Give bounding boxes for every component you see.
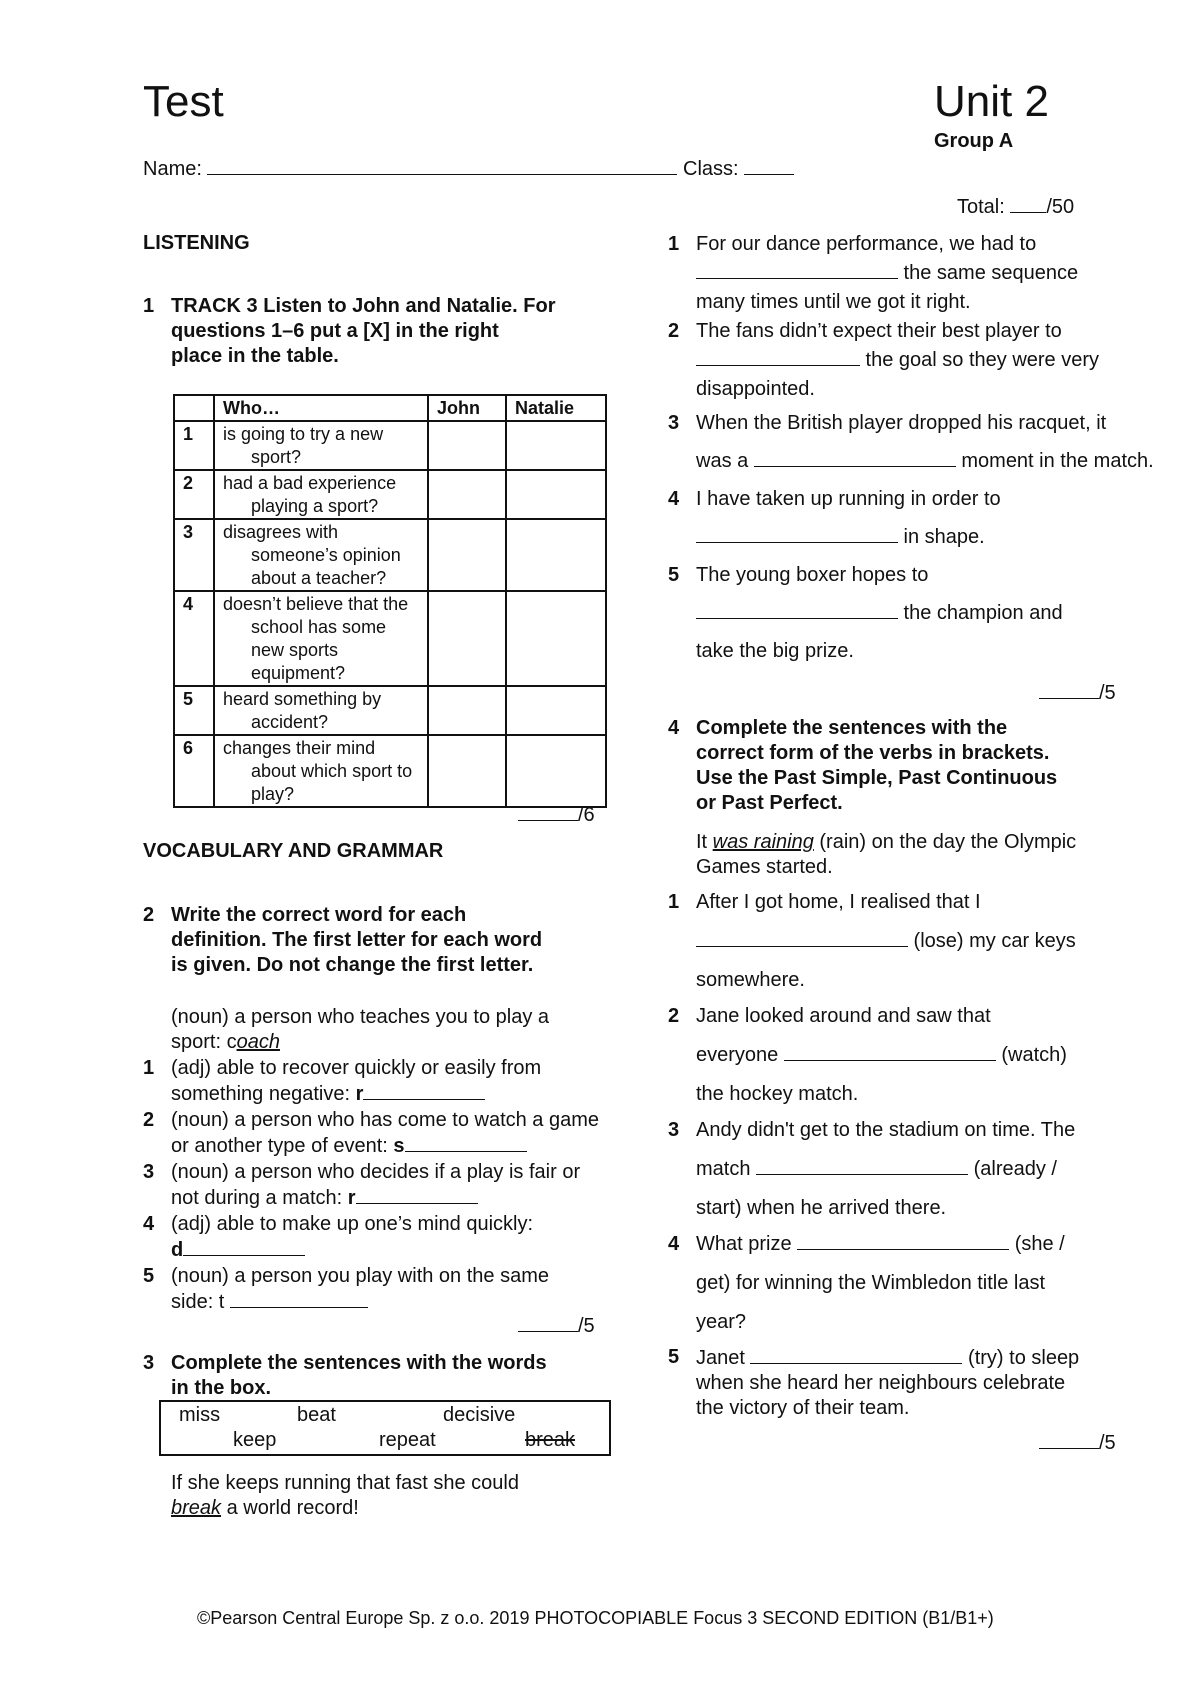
natalie-cell[interactable]	[506, 591, 606, 686]
q2-items	[143, 1056, 663, 1315]
col-john: John	[428, 395, 506, 421]
answer-field[interactable]	[754, 448, 956, 467]
q1-text-c: place in the table.	[171, 345, 339, 367]
john-cell[interactable]	[428, 421, 506, 470]
list-item: 5 The young boxer hopes to the champion and take the big prize.	[668, 564, 1063, 662]
q1-instructions	[143, 294, 633, 369]
natalie-cell[interactable]	[506, 519, 606, 591]
total-row	[957, 194, 1074, 219]
answer-field[interactable]	[696, 600, 898, 619]
john-cell[interactable]	[428, 735, 506, 807]
word-miss: miss	[179, 1404, 221, 1426]
q2-instructions: 2 Write the correct word for each definition. The first letter for each word is given. Do not change the first letter.	[143, 904, 543, 976]
answer-field[interactable]	[696, 260, 898, 279]
answer-field[interactable]	[356, 1185, 478, 1204]
list-item: 3 Andy didn't get to the stadium on time. The match (already / start) when he arrived there.	[668, 1119, 1076, 1219]
q4-score-field[interactable]	[1039, 1430, 1099, 1449]
class-label: Class:	[683, 158, 739, 180]
listening-heading: LISTENING	[143, 232, 250, 254]
q1-number: 1	[143, 295, 155, 317]
john-cell[interactable]	[428, 686, 506, 735]
natalie-cell[interactable]	[506, 686, 606, 735]
word-repeat: repeat	[379, 1429, 436, 1451]
answer-field[interactable]	[756, 1156, 968, 1175]
listening-table	[173, 394, 607, 808]
answer-field[interactable]	[696, 524, 898, 543]
list-item: 5 (noun) a person you play with on the same side: t	[143, 1265, 549, 1313]
total-field[interactable]	[1010, 194, 1046, 213]
john-cell[interactable]	[428, 519, 506, 591]
answer-field[interactable]	[797, 1231, 1009, 1250]
test-title: Test	[143, 77, 224, 126]
list-item: 4 I have taken up running in order to in shape.	[668, 488, 1001, 548]
class-field[interactable]	[744, 156, 794, 175]
q1-text-b: questions 1–6 put a [X] in the right	[171, 320, 499, 342]
vocab-score: /5	[518, 1313, 595, 1338]
q4-items	[668, 883, 1188, 1421]
natalie-cell[interactable]	[506, 735, 606, 807]
name-label: Name:	[143, 158, 202, 180]
q4-example: It was raining (rain) on the day the Olympic Games started.	[696, 831, 1077, 878]
q1-text-a: Listen to John and Natalie. For	[263, 295, 556, 317]
table-row: 5 heard something by accident?	[174, 686, 606, 735]
answer-field[interactable]	[183, 1237, 305, 1256]
q4-score: /5	[1039, 1430, 1116, 1455]
word-break: break	[525, 1429, 576, 1451]
word-box	[159, 1400, 611, 1456]
q2-example-answer: oach	[236, 1031, 280, 1053]
table-row: 6 changes their mind about which sport to play?	[174, 735, 606, 807]
list-item: 5 Janet (try) to sleep when she heard her neighbours celebrate the victory of their team.	[668, 1346, 1080, 1419]
q3-example: If she keeps running that fast she could break a world record!	[171, 1472, 519, 1519]
list-item: 2 Jane looked around and saw that everyone (watch) the hockey match.	[668, 1005, 1067, 1105]
listening-score-field[interactable]	[518, 802, 578, 821]
group-label: Group A	[934, 130, 1014, 152]
vocab-score-field[interactable]	[518, 1313, 578, 1332]
listening-score: /6	[518, 802, 595, 827]
list-item: 3 (noun) a person who decides if a play is fair or not during a match: r	[143, 1161, 581, 1209]
john-cell[interactable]	[428, 591, 506, 686]
answer-field[interactable]	[405, 1133, 527, 1152]
natalie-cell[interactable]	[506, 470, 606, 519]
q3-example-answer: break	[171, 1497, 222, 1519]
table-row: 3 disagrees with someone’s opinion about a teacher?	[174, 519, 606, 591]
col-who: Who…	[214, 395, 428, 421]
footer	[197, 1608, 994, 1629]
footer-copyright: ©Pearson Central Europe Sp. z o.o. 2019	[197, 1608, 535, 1628]
name-row	[143, 156, 794, 181]
answer-field[interactable]	[750, 1345, 962, 1364]
list-item: 2 (noun) a person who has come to watch a game or another type of event: s	[143, 1109, 600, 1157]
q3-score: /5	[1039, 680, 1116, 705]
answer-field[interactable]	[784, 1042, 996, 1061]
vocab-heading: VOCABULARY AND GRAMMAR	[143, 840, 444, 862]
word-beat: beat	[297, 1404, 336, 1426]
unit-title: Unit 2	[934, 77, 1049, 126]
list-item: 1 (adj) able to recover quickly or easily from something negative: r	[143, 1057, 542, 1105]
list-item: 1 For our dance performance, we had to the same sequence many times until we got it right.	[668, 233, 1079, 313]
q1-track: TRACK 3	[171, 295, 258, 317]
total-label: Total:	[957, 196, 1005, 218]
list-item: 1 After I got home, I realised that I (lose) my car keys somewhere.	[668, 891, 1076, 991]
table-header-row	[174, 395, 606, 421]
name-field[interactable]	[207, 156, 677, 175]
natalie-cell[interactable]	[506, 421, 606, 470]
john-cell[interactable]	[428, 470, 506, 519]
total-max: /50	[1046, 196, 1075, 218]
list-item: 3 When the British player dropped his racquet, it was a moment in the match.	[668, 412, 1154, 472]
footer-photocopiable: PHOTOCOPIABLE	[534, 1608, 689, 1628]
footer-edition: Focus 3 SECOND EDITION (B1/B1+)	[688, 1608, 994, 1628]
answer-field[interactable]	[230, 1289, 368, 1308]
answer-field[interactable]	[696, 928, 908, 947]
list-item: 2 The fans didn’t expect their best player to the goal so they were very disappointed.	[668, 320, 1100, 400]
word-decisive: decisive	[443, 1404, 516, 1426]
answer-field[interactable]	[696, 347, 860, 366]
table-row: 4 doesn’t believe that the school has some new sports equipment?	[174, 591, 606, 686]
col-natalie: Natalie	[506, 395, 606, 421]
q3-items	[668, 230, 1188, 670]
q3-instructions: 3 Complete the sentences with the words in the box.	[143, 1352, 547, 1399]
list-item: 4 What prize (she / get) for winning the Wimbledon title last year?	[668, 1233, 1065, 1333]
q3-score-field[interactable]	[1039, 680, 1099, 699]
table-row: 1 is going to try a new sport?	[174, 421, 606, 470]
q4-example-answer: was raining	[712, 831, 814, 853]
table-row: 2 had a bad experience playing a sport?	[174, 470, 606, 519]
q2-example: (noun) a person who teaches you to play a sport: coach	[171, 1006, 550, 1053]
word-keep: keep	[233, 1429, 277, 1451]
answer-field[interactable]	[363, 1081, 485, 1100]
q4-instructions: 4 Complete the sentences with the correct form of the verbs in brackets. Use the Past Simple, Past Continuous or Past Perfect.	[668, 717, 1058, 814]
list-item: 4 (adj) able to make up one’s mind quickly: d	[143, 1213, 534, 1261]
